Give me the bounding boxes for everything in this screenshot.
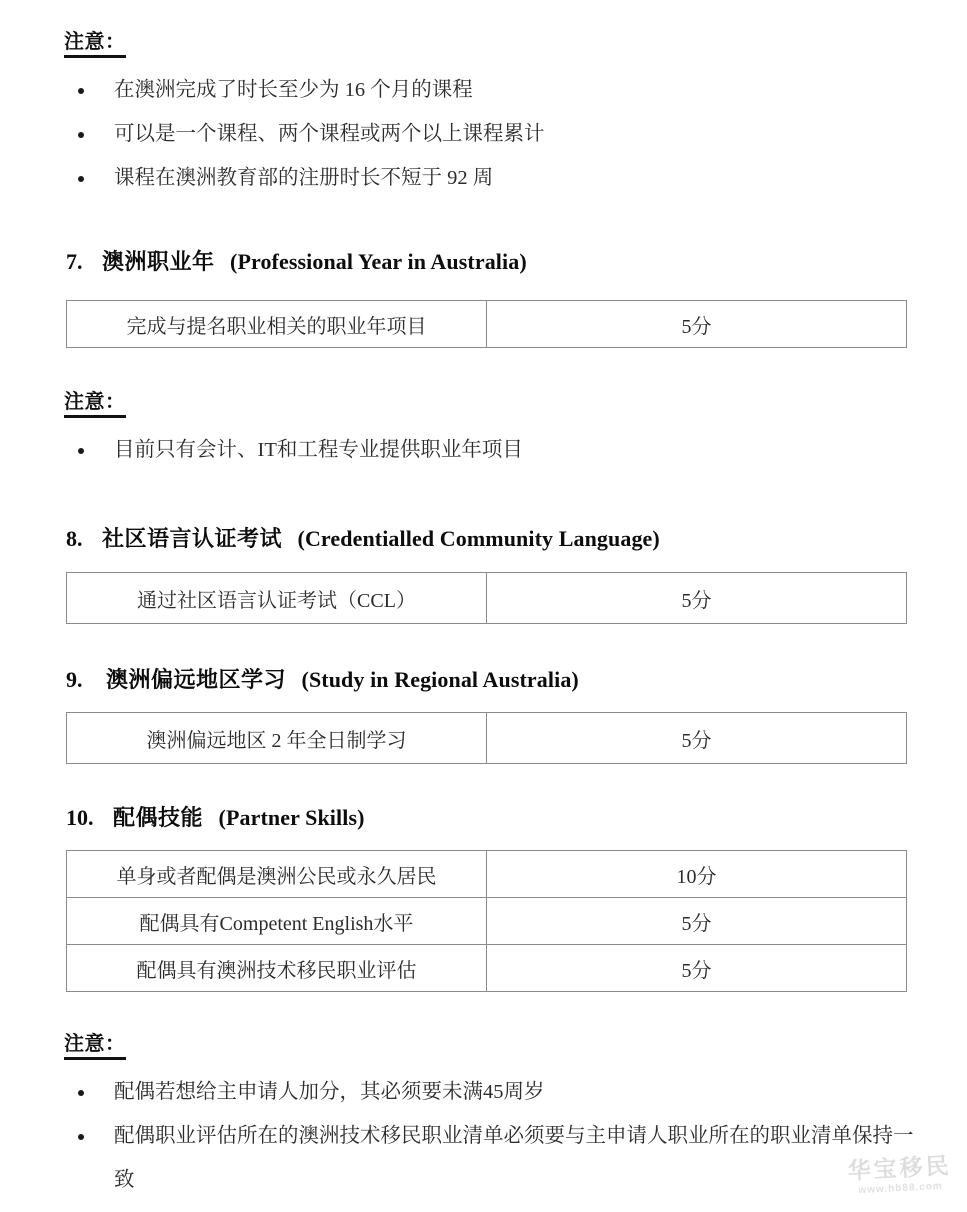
list-item: 配偶若想给主申请人加分，其必须要未满45周岁 xyxy=(64,1070,914,1114)
section-10-title-en: (Partner Skills) xyxy=(218,805,365,830)
notes-top-list xyxy=(64,68,904,200)
watermark-brand: 华宝移民 xyxy=(847,1153,953,1185)
section-8-table xyxy=(66,572,907,624)
table-cell-label: 通过社区语言认证考试（CCL） xyxy=(67,573,487,624)
list-item: 在澳洲完成了时长至少为 16 个月的课程 xyxy=(64,68,904,112)
list-item: 可以是一个课程、两个课程或两个以上课程累计 xyxy=(64,112,904,156)
section-9-title-cn: 澳洲偏远地区学习 xyxy=(106,668,287,693)
table-cell-points: 5分 xyxy=(487,945,907,992)
section-9-table xyxy=(66,712,907,764)
table-cell-label: 单身或者配偶是澳洲公民或永久居民 xyxy=(67,851,487,898)
section-7-number: 7. xyxy=(66,249,83,274)
section-7-heading xyxy=(66,250,527,275)
section-9-heading xyxy=(66,668,579,693)
table-row xyxy=(67,301,907,348)
list-item: 配偶职业评估所在的澳洲技术移民职业清单必须要与主申请人职业所在的职业清单保持一致 xyxy=(64,1114,914,1202)
list-item: 课程在澳洲教育部的注册时长不短于 92 周 xyxy=(64,156,904,200)
table-row xyxy=(67,573,907,624)
section-10-number: 10. xyxy=(66,805,94,830)
notes-top-block xyxy=(64,30,904,200)
table-cell-points: 10分 xyxy=(487,851,907,898)
list-item: 目前只有会计、IT和工程专业提供职业年项目 xyxy=(64,428,904,472)
table-row xyxy=(67,945,907,992)
section-7-table xyxy=(66,300,907,348)
table-cell-label: 配偶具有Competent English水平 xyxy=(67,898,487,945)
notes-section7-heading: 注意： xyxy=(64,390,126,418)
table-cell-points: 5分 xyxy=(487,898,907,945)
section-8-title-cn: 社区语言认证考试 xyxy=(102,527,283,552)
table-cell-label: 配偶具有澳洲技术移民职业评估 xyxy=(67,945,487,992)
section-10-title-cn: 配偶技能 xyxy=(113,806,204,831)
section-9-title-en: (Study in Regional Australia) xyxy=(301,667,579,692)
table-row xyxy=(67,851,907,898)
table-cell-label: 完成与提名职业相关的职业年项目 xyxy=(67,301,487,348)
table-row xyxy=(67,713,907,764)
table-cell-points: 5分 xyxy=(487,713,907,764)
section-7-title-en: (Professional Year in Australia) xyxy=(230,249,527,274)
watermark-url: www.hb88.com xyxy=(858,1180,944,1197)
table-cell-label: 澳洲偏远地区 2 年全日制学习 xyxy=(67,713,487,764)
notes-section7-block xyxy=(64,390,904,472)
table-row xyxy=(67,898,907,945)
notes-section7-list xyxy=(64,428,904,472)
section-8-heading xyxy=(66,527,660,552)
section-10-table xyxy=(66,850,907,992)
notes-bottom-list xyxy=(64,1070,914,1202)
section-9-number: 9. xyxy=(66,667,83,692)
notes-bottom-heading: 注意： xyxy=(64,1032,126,1060)
section-8-title-en: (Credentialled Community Language) xyxy=(297,526,660,551)
notes-top-heading: 注意： xyxy=(64,30,126,58)
section-10-heading xyxy=(66,806,365,831)
notes-bottom-block xyxy=(64,1032,914,1202)
table-cell-points: 5分 xyxy=(487,573,907,624)
section-7-title-cn: 澳洲职业年 xyxy=(102,250,215,275)
table-cell-points: 5分 xyxy=(487,301,907,348)
section-8-number: 8. xyxy=(66,526,83,551)
